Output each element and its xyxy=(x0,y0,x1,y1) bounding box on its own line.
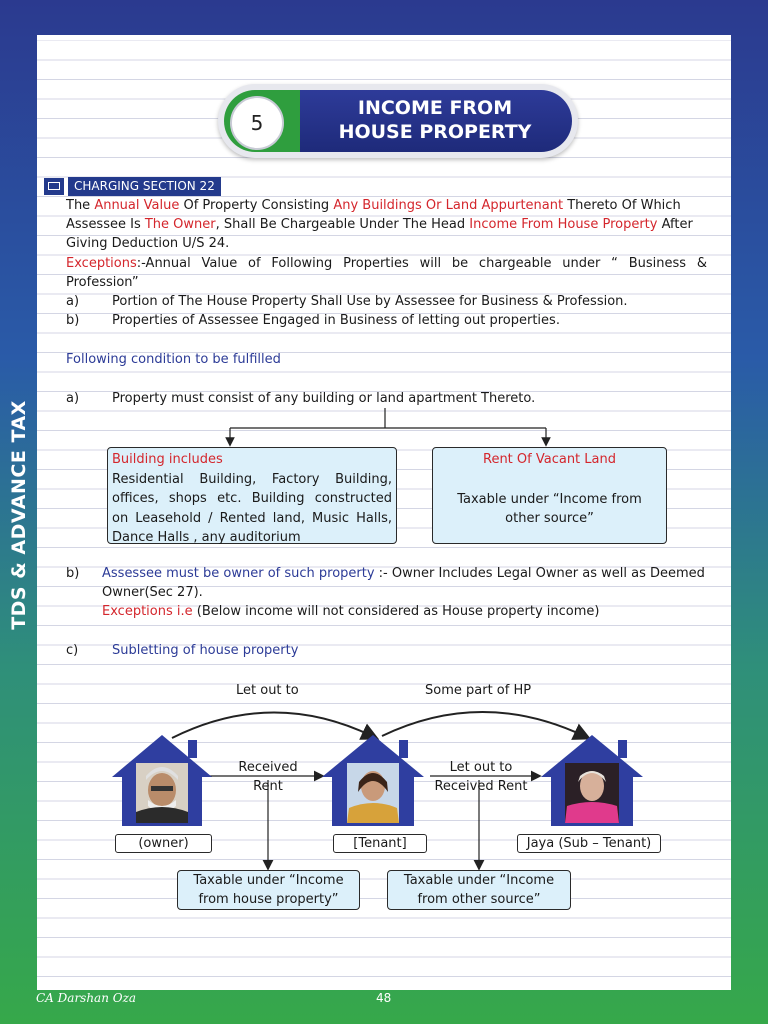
arc-owner-to-tenant xyxy=(172,712,372,738)
list1-marker-b: b) xyxy=(66,313,80,328)
cond-b-marker: b) xyxy=(66,566,80,581)
caption-tenant: [Tenant] xyxy=(333,834,427,853)
mid-right-label: Let out to Received Rent xyxy=(434,760,528,794)
building-includes-box: Building includes Residential Building, Factory Building, offices, shops etc. Building constructed on Leasehold / Rented land, Music Halls, Dance Halls , any auditorium xyxy=(107,447,397,544)
cond-b-line1: Assessee must be owner of such property :- Owner Includes Legal Owner as well as Deemed xyxy=(102,566,705,581)
chapter-title: INCOME FROM HOUSE PROPERTY xyxy=(338,97,532,143)
para1-line3: Giving Deduction U/S 24. xyxy=(66,236,230,251)
para1-line2: Assessee Is The Owner, Shall Be Chargeable Under The Head Income From House Property After xyxy=(66,217,693,232)
section-heading: CHARGING SECTION 22 xyxy=(44,177,221,196)
subtenant-photo xyxy=(565,763,619,823)
cond-c-marker: c) xyxy=(66,643,79,658)
arc-label-left: Let out to xyxy=(236,683,299,698)
vacant-land-box: Rent Of Vacant Land Taxable under “Income from other source” xyxy=(432,447,667,544)
exceptions-line2: Profession” xyxy=(66,275,139,290)
list1-item-b: Properties of Assessee Engaged in Business of letting out properties. xyxy=(112,313,560,328)
side-label: TDS & ADVANCE TAX xyxy=(8,400,30,630)
cond-a-marker: a) xyxy=(66,391,80,406)
footer-author: CA Darshan Oza xyxy=(36,991,137,1005)
cond-c-text: Subletting of house property xyxy=(112,643,299,658)
caption-subtenant: Jaya (Sub – Tenant) xyxy=(517,834,661,853)
result-house-property-box: Taxable under “Income from house property” xyxy=(177,870,360,910)
para1-line1: The Annual Value Of Property Consisting Any Buildings Or Land Appurtenant Thereto Of Which xyxy=(66,198,681,213)
owner-photo xyxy=(136,763,188,823)
cond-b-exceptions: Exceptions i.e (Below income will not considered as House property income) xyxy=(102,604,600,619)
cond-a-text: Property must consist of any building or land apartment Thereto. xyxy=(112,391,536,406)
condition-heading: Following condition to be fulfilled xyxy=(66,352,281,367)
list1-marker-a: a) xyxy=(66,294,80,309)
footer-page-number: 48 xyxy=(376,991,392,1005)
mid-left-label: Received Rent xyxy=(238,760,298,794)
result-other-source-box: Taxable under “Income from other source” xyxy=(387,870,571,910)
arc-label-right: Some part of HP xyxy=(425,683,532,698)
arc-tenant-to-subtenant xyxy=(382,712,584,736)
chapter-number: 5 xyxy=(230,96,284,150)
tenant-photo xyxy=(347,763,399,823)
cond-b-line2: Owner(Sec 27). xyxy=(102,585,203,600)
exceptions-line1: Exceptions:-Annual Value of Following Properties will be chargeable under “ Business & xyxy=(66,256,707,271)
caption-owner: (owner) xyxy=(115,834,212,853)
list1-item-a: Portion of The House Property Shall Use by Assessee for Business & Profession. xyxy=(112,294,628,309)
